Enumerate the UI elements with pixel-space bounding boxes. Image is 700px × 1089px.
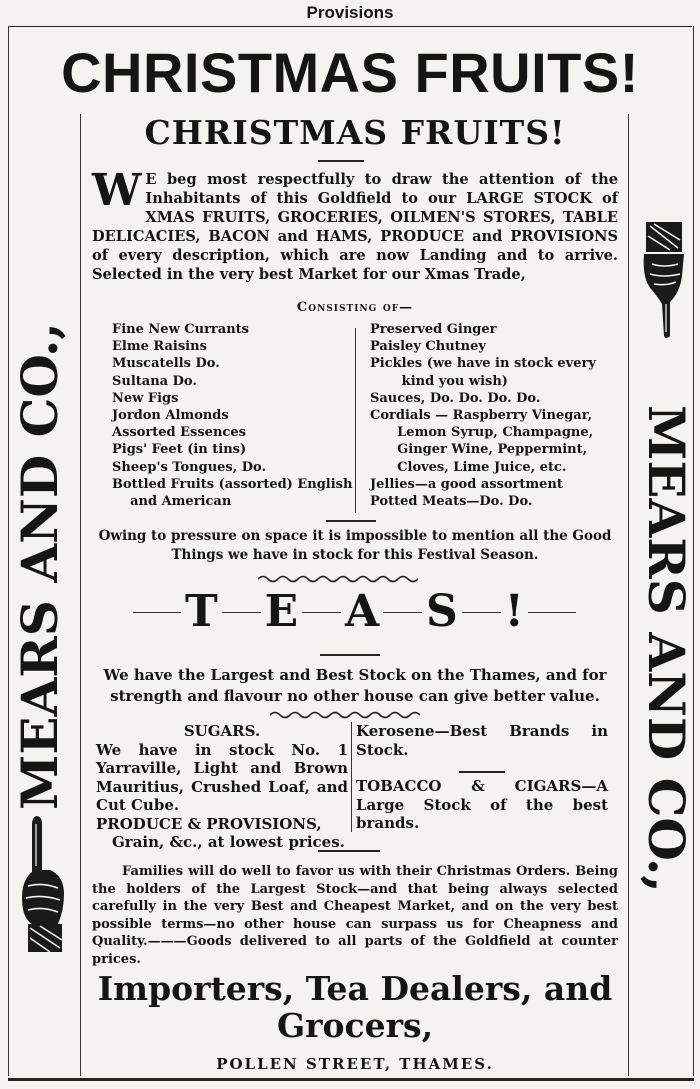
list-item: Assorted Essences — [112, 425, 246, 441]
ad-title: CHRISTMAS FRUITS! — [144, 113, 566, 152]
drop-cap: W — [92, 165, 142, 216]
list-item: Jellies—a good assortment — [370, 476, 563, 492]
product-list-left — [112, 321, 352, 510]
teas-letter: E — [261, 588, 303, 636]
teas-letter: ! — [501, 588, 528, 636]
product-list-right — [370, 321, 615, 510]
sugars-text: We have in stock No. 1 Yarraville, Light and Brown Mauritius, Crushed Loaf, and Cut Cube. — [96, 740, 348, 814]
section-rule — [326, 520, 376, 522]
list-item: Potted Meats—Do. Do. — [370, 494, 533, 510]
side-text-left: MEARS AND CO., — [10, 322, 69, 810]
wavy-rule — [258, 574, 418, 584]
wavy-rule-2 — [270, 710, 420, 720]
kerosene-text: Kerosene—Best Brands in Stock. — [356, 722, 608, 759]
families-paragraph — [92, 863, 618, 968]
side-text-right: MEARS AND CO., — [637, 405, 696, 893]
column-divider — [351, 722, 352, 832]
list-item: kind you wish) — [370, 373, 508, 389]
sugars-heading: SUGARS. — [183, 722, 261, 740]
families-text: Families will do well to favor us with their Christmas Orders. Being the holders of the Largest Stock—and that being always selected carefully in the very Best and Cheapest Market, and on the very best possible terms—no other house can surpass us for Cheapness and Quality.———Goods delivered to all parts of the Goldfield at counter prices. — [92, 864, 618, 967]
teas-heading — [133, 588, 576, 636]
produce-heading: PRODUCE & PROVISIONS, — [96, 814, 322, 833]
list-item: Paisley Chutney — [370, 339, 486, 355]
list-item: Cordials — Raspberry Vinegar, — [370, 408, 593, 424]
title-rule — [318, 160, 364, 162]
teas-letter: T — [181, 588, 222, 636]
list-item: Muscatells Do. — [112, 356, 220, 372]
kerosene-tobacco-column — [356, 722, 608, 833]
consisting-of-heading: Consisting of— — [296, 300, 414, 315]
largest-stock-text: We have the Largest and Best Stock on the Thames, and for strength and flavour no other house can give better value. — [103, 666, 607, 705]
list-item: Cloves, Lime Juice, etc. — [370, 459, 567, 475]
list-item: Lemon Syrup, Champagne, — [370, 425, 594, 441]
teas-letter: A — [341, 588, 383, 636]
list-item: Bottled Fruits (assorted) English — [112, 476, 353, 492]
list-item: Elme Raisins — [112, 339, 207, 355]
pointing-hand-up-icon — [16, 814, 66, 954]
list-divider — [355, 328, 356, 513]
list-item: Fine New Currants — [112, 322, 249, 337]
list-item: Preserved Ginger — [370, 322, 497, 337]
list-item: Pickles (we have in stock every — [370, 356, 596, 372]
list-item: Sauces, Do. Do. Do. Do. — [370, 390, 541, 406]
right-column-rule — [628, 114, 629, 1076]
section-header: Provisions — [306, 3, 394, 22]
list-item: Sheep's Tongues, Do. — [112, 459, 267, 475]
teas-short-rule — [320, 654, 380, 656]
families-rule — [318, 850, 380, 852]
frame-left-border — [8, 26, 9, 1076]
importers-heading: Importers, Tea Dealers, and Grocers, — [97, 969, 613, 1045]
sugars-column — [96, 722, 348, 852]
list-item: and American — [112, 494, 232, 510]
list-item: Jordon Almonds — [112, 408, 229, 424]
tobacco-text: TOBACCO & CIGARS—A Large Stock of the best brands. — [356, 777, 608, 832]
banner-headline: CHRISTMAS FRUITS! — [61, 41, 639, 104]
address-line: POLLEN STREET, THAMES. — [216, 1055, 494, 1073]
teas-letter: S — [422, 588, 462, 636]
pointing-hand-down-icon — [640, 220, 688, 340]
list-item: Ginger Wine, Peppermint, — [370, 442, 588, 458]
kerosene-rule — [459, 771, 505, 773]
header-rule — [8, 26, 692, 27]
list-item: Sultana Do. — [112, 373, 197, 389]
intro-text: E beg most respectfully to draw the attention of the Inhabitants of this Goldfield to our LARGE STOCK of XMAS FRUITS, GROCERIES, OILMEN'S STORES, TABLE DELICACIES, BACON and HAMS, PRODUCE and PROVISIONS of every description, which are now Landing and to arrive. Selected in the very best Market for our Xmas Trade, — [92, 171, 618, 283]
list-item: New Figs — [112, 390, 179, 406]
produce-text: Grain, &c., at lowest prices. — [112, 833, 345, 851]
owing-notice: Owing to pressure on space it is impossible to mention all the Good Things we have in stock for this Festival Season. — [98, 528, 612, 563]
bottom-rule — [8, 1078, 694, 1081]
left-column-rule — [80, 114, 81, 1076]
list-item: Pigs' Feet (in tins) — [112, 442, 247, 458]
intro-paragraph — [92, 165, 618, 284]
